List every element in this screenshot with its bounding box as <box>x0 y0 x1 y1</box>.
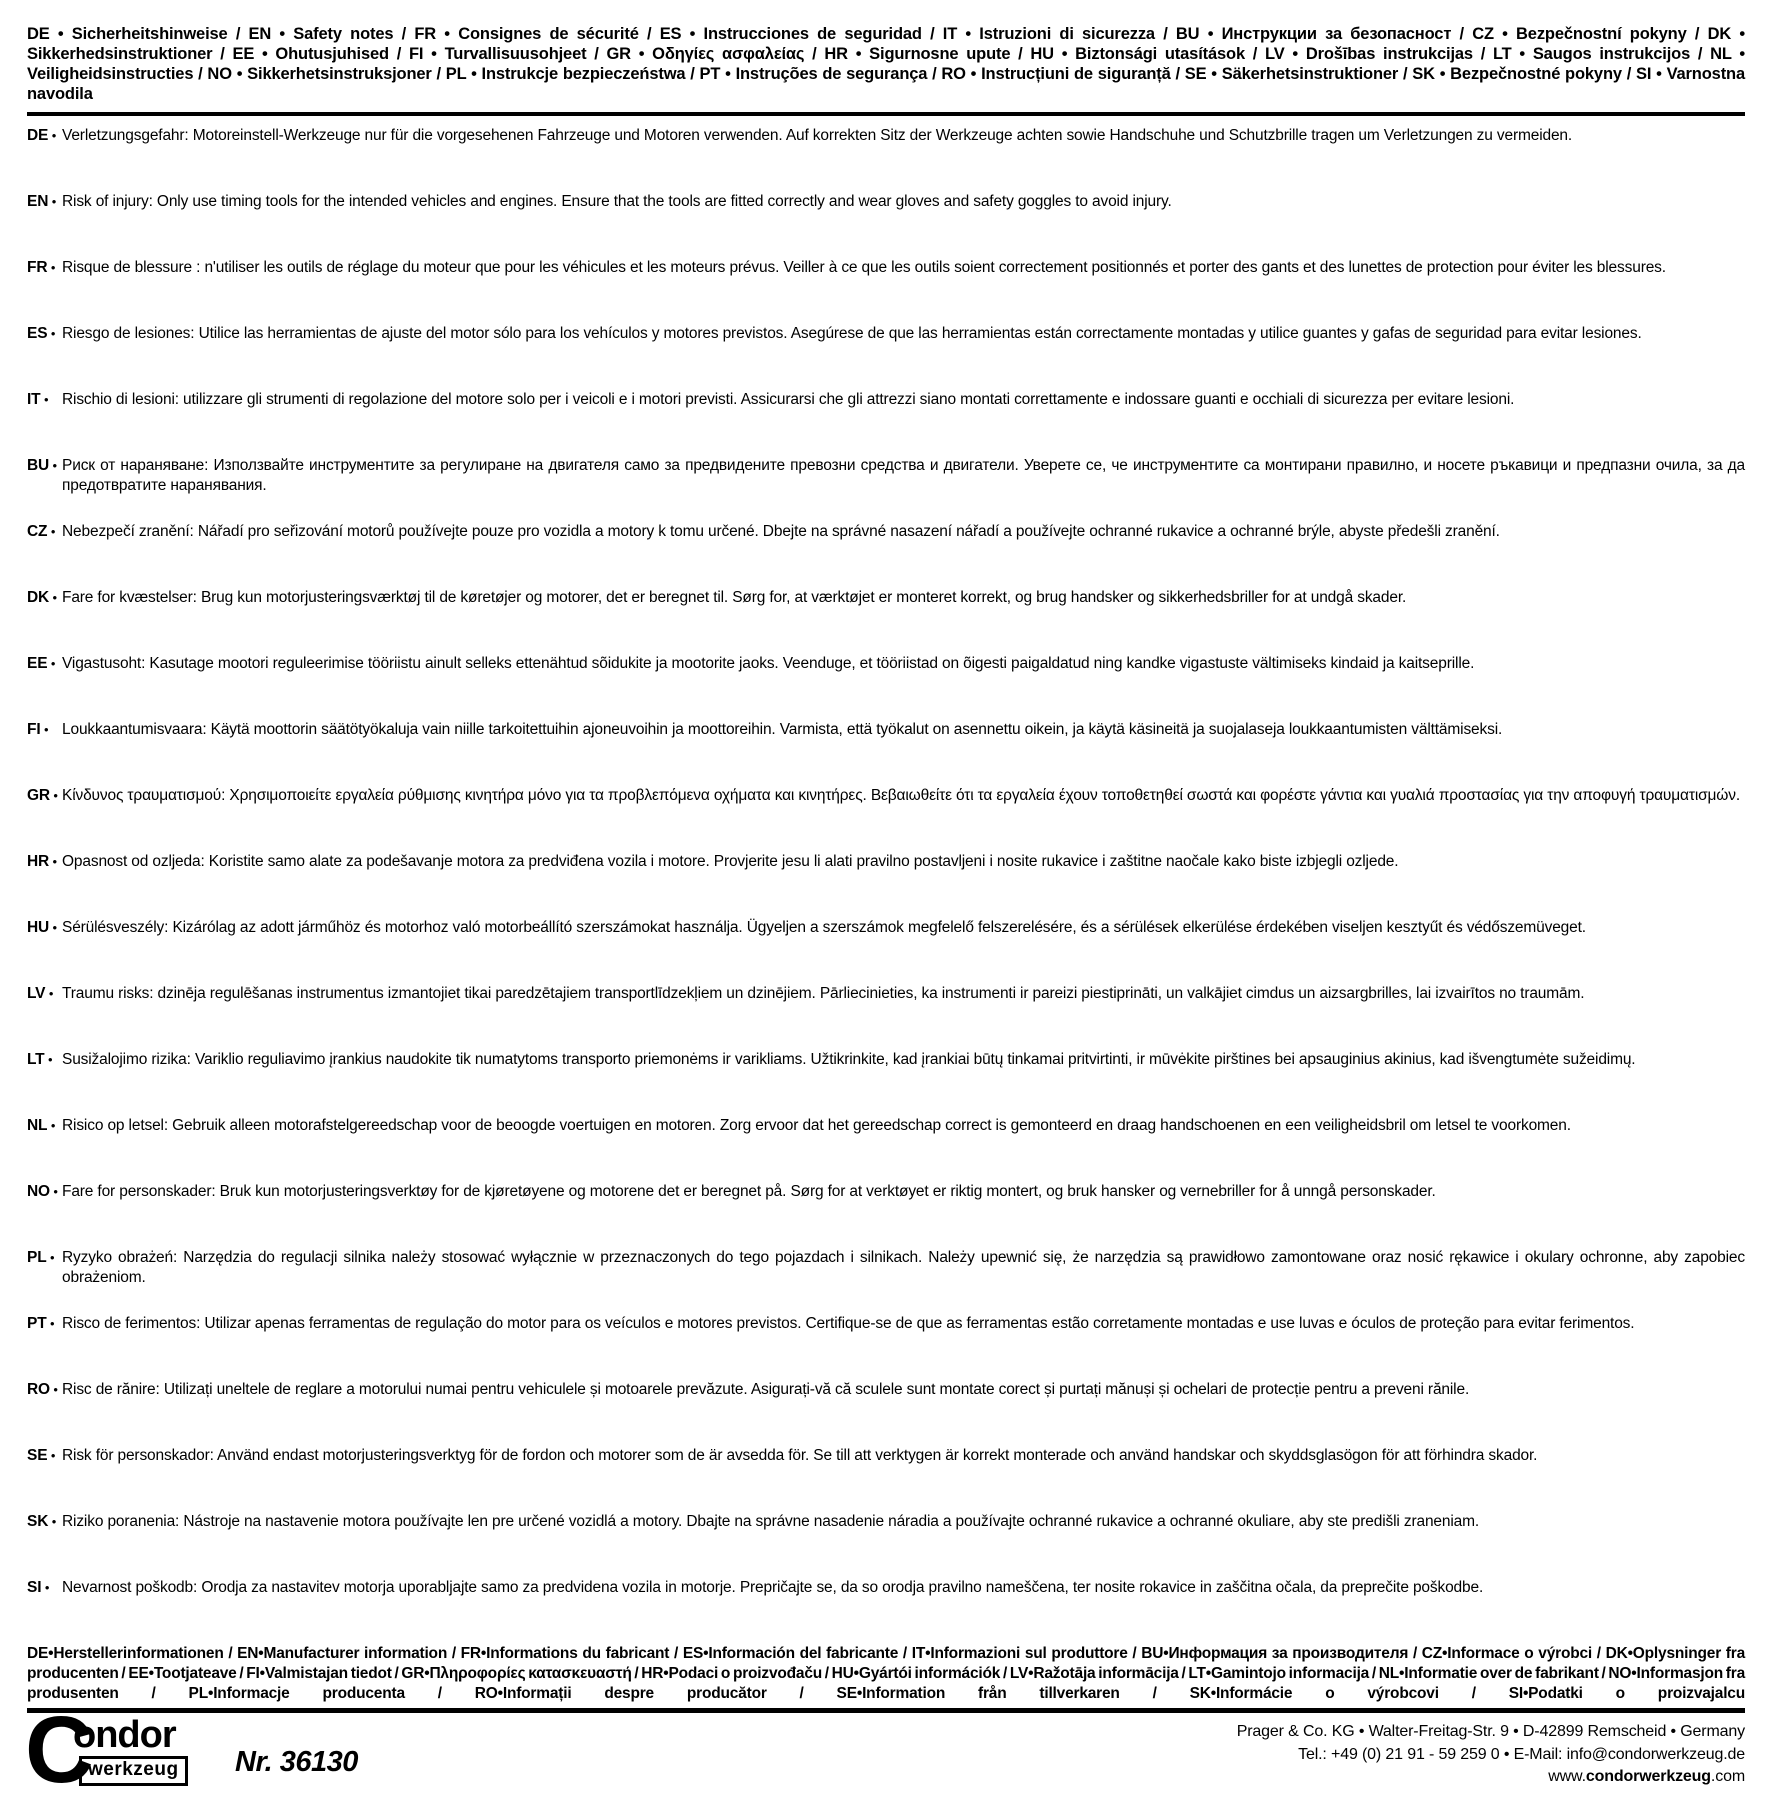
website-suffix: .com <box>1710 1768 1745 1785</box>
safety-note-text: Nebezpečí zranění: Nářadí pro seřizování motorů používejte pouze pro vozidla a motory k tomu určené. Dbejte na správné nasazení nářadí a používejte ochranné rukavice a ochranné brýle, abyste předešli zranění. <box>62 523 1500 540</box>
address-line: Prager & Co. KG • Walter-Freitag-Str. 9 • D-42899 Remscheid • Germany <box>1236 1723 1745 1740</box>
safety-note-text: Risc de rănire: Utilizați uneltele de reglare a motorului numai pentru vehiculele și motoarele prevăzute. Asigurați-vă că sculele sunt montate corect și purtați mănuși și ochelari de protecție pentru a preveni rănile. <box>62 1381 1470 1398</box>
safety-note-text: Риск от нараняване: Използвайте инструментите за регулиране на двигателя само за предвидените превозни средства и двигатели. Уверете се, че инструментите са монтирани правилно, и носете ръкавици и предпазни очила, за да предотвратите наранявания. <box>62 457 1745 494</box>
safety-note-text: Verletzungsgefahr: Motoreinstell-Werkzeuge nur für die vorgesehenen Fahrzeuge und Motoren verwenden. Auf korrekten Sitz der Werkzeuge achten sowie Handschuhe und Schutzbrille tragen um Verletzungen zu vermeiden. <box>62 127 1573 144</box>
language-code-label: HR • <box>27 853 57 870</box>
safety-note-text: Risque de blessure : n'utiliser les outils de réglage du moteur que pour les véhicules et les moteurs prévus. Veiller à ce que les outils soient correctement positionnés et porter des gants et des lunettes de protection pour éviter les blessures. <box>62 259 1666 276</box>
language-code-label: DK • <box>27 589 57 606</box>
safety-note-item <box>27 918 1745 984</box>
language-code-label: PL • <box>27 1249 55 1266</box>
logo-brand-text: ondor <box>73 1714 176 1756</box>
language-code-label: LT • <box>27 1051 53 1068</box>
language-code-label: IT • <box>27 391 49 408</box>
website-domain: condorwerkzeug <box>1585 1768 1711 1785</box>
language-code-label: LV • <box>27 985 54 1002</box>
safety-note-text: Traumu risks: dzinēja regulēšanas instrumentus izmantojiet tikai paredzētajiem transportlīdzekļiem un dzinējiem. Pārliecinieties, ka instrumenti ir pareizi piestiprināti, un valkājiet cimdus un aizsargbrilles, lai izvairītos no traumām. <box>62 985 1585 1002</box>
safety-note-text: Susižalojimo rizika: Variklio reguliavimo įrankius naudokite tik numatytoms transporto priemonėms ir varikliams. Užtikrinkite, kad įrankiai būtų tinkamai pritvirtinti, ir mūvėkite pirštines bei apsauginius akinius, kad išvengtumėte sužeidimų. <box>62 1051 1636 1068</box>
safety-note-item <box>27 258 1745 324</box>
safety-note-text: Loukkaantumisvaara: Käytä moottorin säätötyökaluja vain niille tarkoitettuihin ajoneuvoihin ja moottoreihin. Varmista, että työkalut on asennettu oikein, ja käytä käsineitä ja suojalaseja loukkaantumisten välttämiseksi. <box>62 721 1503 738</box>
language-code-label: EE • <box>27 655 56 672</box>
safety-note-text: Risco de ferimentos: Utilizar apenas ferramentas de regulação do motor para os veículos e motores previstos. Certifique-se de que as ferramentas estão corretamente montadas e use luvas e óculos de proteção para evitar ferimentos. <box>62 1315 1635 1332</box>
safety-note-item <box>27 654 1745 720</box>
safety-note-text: Risico op letsel: Gebruik alleen motorafstelgereedschap voor de beoogde voertuigen en motoren. Zorg ervoor dat het gereedschap correct is gemonteerd en draag handschoenen en een veiligheidsbril om letsel te voorkomen. <box>62 1117 1571 1134</box>
safety-note-item <box>27 1116 1745 1182</box>
safety-note-text: Fare for kvæstelser: Brug kun motorjusteringsværktøj til de køretøjer og motorer, det er beregnet til. Sørg for, at værktøjet er monteret korrekt, og brug handsker og sikkerhedsbriller for at undgå skader. <box>62 589 1407 606</box>
safety-note-item <box>27 1182 1745 1248</box>
safety-note-item <box>27 456 1745 522</box>
header-language-index: DE • Sicherheitshinweise / EN • Safety notes / FR • Consignes de sécurité / ES • Instrucciones de seguridad / IT • Istruzioni di sicurezza / BU • Инструкции за безопасност / CZ • Bezpečnostní pokyny / DK • Sikkerhedsinstruktioner / EE • Ohutusjuhised / FI • Turvallisuusohjeet / GR • Οδηγίες ασφαλείας / HR • Sigurnosne upute / HU • Biztonsági utasítások / LV • Drošības instrukcijas / LT • Saugos instrukcijos / NL • Veiligheidsinstructies / NO • Sikkerhetsinstruksjoner / PL • Instrukcje bezpieczeństwa / PT • Instruções de segurança / RO • Instrucțiuni de siguranță / SE • Säkerhetsinstruktioner / SK • Bezpečnostné pokyny / SI • Varnostna navodila <box>27 25 1745 103</box>
safety-note-item <box>27 522 1745 588</box>
language-code-label: PT • <box>27 1315 55 1332</box>
safety-note-item <box>27 984 1745 1050</box>
safety-note-item <box>27 588 1745 654</box>
safety-note-item <box>27 1578 1745 1644</box>
footer <box>25 1697 1745 1803</box>
footer-divider <box>27 1708 1745 1713</box>
condor-logo <box>25 1697 201 1803</box>
language-code-label: ES • <box>27 325 56 342</box>
language-code-label: DE • <box>27 127 57 144</box>
language-code-label: FI • <box>27 721 49 738</box>
header-divider <box>27 112 1745 116</box>
safety-note-text: Nevarnost poškodb: Orodja za nastavitev motorja uporabljajte samo za predvidena vozila in motorje. Prepričajte se, da so orodja pravilno nameščena, ter nosite rokavice in zaščitna očala, da preprečite poškodbe. <box>62 1579 1484 1596</box>
safety-note-text: Rischio di lesioni: utilizzare gli strumenti di regolazione del motore solo per i veicoli e i motori previsti. Assicurarsi che gli attrezzi siano montati correttamente e indossare guanti e occhiali di sicurezza per evitare lesioni. <box>62 391 1515 408</box>
safety-note-item <box>27 126 1745 192</box>
safety-note-text: Vigastusoht: Kasutage mootori reguleerimise tööriistu ainult selleks ettenähtud sõidukite ja mootorite jaoks. Veenduge, et tööriistad on õigesti paigaldatud ning kandke vigastuste vältimiseks kindaid ja kaitseprille. <box>62 655 1475 672</box>
safety-note-text: Ryzyko obrażeń: Narzędzia do regulacji silnika należy stosować wyłącznie w przeznaczonych do tego pojazdach i silnikach. Należy upewnić się, że narzędzia są prawidłowo zamontowane oraz nosić rękawice i okulary ochronne, aby zapobiec obrażeniom. <box>62 1249 1745 1286</box>
safety-note-text: Riziko poranenia: Nástroje na nastavenie motora používajte len pre určené vozidlá a motory. Dbajte na správne nasadenie náradia a používajte ochranné rukavice a ochranné okuliare, aby ste predišli zraneniam. <box>62 1513 1480 1530</box>
safety-note-text: Riesgo de lesiones: Utilice las herramientas de ajuste del motor sólo para los vehículos y motores previstos. Asegúrese de que las herramientas están correctamente montadas y utilice guantes y gafas de seguridad para evitar lesiones. <box>62 325 1642 342</box>
language-code-label: SE • <box>27 1447 56 1464</box>
language-code-label: FR • <box>27 259 56 276</box>
safety-note-text: Sérülésveszély: Kizárólag az adott járműhöz és motorhoz való motorbeállító szerszámokat használja. Ügyeljen a szerszámok megfelelő felszerelésére, és a sérülések elkerülése érdekében viseljen kesztyűt és védőszemüveget. <box>62 919 1586 936</box>
safety-note-text: Opasnost od ozljeda: Koristite samo alate za podešavanje motora za predviđena vozila i motore. Provjerite jesu li alati pravilno postavljeni i nosite rukavice i zaštitne naočale kako biste izbjegli ozljede. <box>62 853 1399 870</box>
website-line <box>1237 1766 1745 1789</box>
safety-note-item <box>27 1050 1745 1116</box>
logo-letter-c: C <box>25 1697 92 1803</box>
language-code-label: HU • <box>27 919 57 936</box>
safety-note-text: Risk of injury: Only use timing tools for the intended vehicles and engines. Ensure that the tools are fitted correctly and wear gloves and safety goggles to avoid injury. <box>62 193 1172 210</box>
language-code-label: SK • <box>27 1513 57 1530</box>
safety-note-item <box>27 852 1745 918</box>
safety-note-item <box>27 390 1745 456</box>
language-code-label: CZ • <box>27 523 56 540</box>
logo-werkzeug-box: werkzeug <box>79 1756 188 1786</box>
safety-note-text: Risk för personskador: Använd endast motorjusteringsverktyg för de fordon och motorer som de är avsedda för. Se till att verktygen är korrekt monterade och använd handskar och skyddsglasögon för att förhindra skador. <box>62 1447 1538 1464</box>
safety-note-item <box>27 720 1745 786</box>
language-code-label: BU • <box>27 457 57 474</box>
safety-note-item <box>27 1314 1745 1380</box>
safety-note-item <box>27 1380 1745 1446</box>
language-code-label: NO • <box>27 1183 58 1200</box>
safety-note-item <box>27 324 1745 390</box>
contact-line: Tel.: +49 (0) 21 91 - 59 259 0 • E-Mail: info@condorwerkzeug.de <box>1298 1745 1745 1763</box>
safety-note-item <box>27 786 1745 852</box>
safety-notes-list <box>27 126 1745 1644</box>
manufacturer-info-index: DE•Herstellerinformationen / EN•Manufacturer information / FR•Informations du fabricant / ES•Información del fabricante / IT•Informazioni sul produttore / BU•Информация за производителя / CZ•Informace o výrobci / DK•Oplysninger fra producenten / EE•Tootjateave / FI•Valmistajan tiedot / GR•Πληροφορίες κατασκευαστή / HR•Podaci o proizvođaču / HU•Gyártói információk / LV•Ražotāja informācija / LT•Gamintojo informacija / NL•Informatie over de fabrikant / NO•Informasjon fra produsenten / PL•Informacje producenta / RO•Informații despre producător / SE•Information från tillverkaren / SK•Informácie o výrobcovi / SI•Podatki o proizvajalcu <box>27 1645 1745 1702</box>
website-prefix: www. <box>1548 1768 1586 1785</box>
language-code-label: NL • <box>27 1117 56 1134</box>
language-code-label: SI • <box>27 1579 50 1596</box>
safety-note-item <box>27 1446 1745 1512</box>
safety-note-item <box>27 1512 1745 1578</box>
language-code-label: RO • <box>27 1381 58 1398</box>
safety-note-item <box>27 1248 1745 1314</box>
safety-note-text: Fare for personskader: Bruk kun motorjusteringsverktøy for de kjøretøyene og motorene det er beregnet på. Sørg for at verktøyet er riktig montert, og bruk hansker og vernebriller for å unngå personskader. <box>62 1183 1436 1200</box>
manufacturer-address-block <box>1237 1719 1745 1789</box>
safety-note-text: Κίνδυνος τραυματισμού: Χρησιμοποιείτε εργαλεία ρύθμισης κινητήρα μόνο για τα προβλεπόμενα οχήματα και κινητήρες. Βεβαιωθείτε ότι τα εργαλεία έχουν τοποθετηθεί σωστά και φορέστε γάντια και γυαλιά προστασίας για την αποφυγή τραυματισμών. <box>62 787 1741 804</box>
footer-brand-block <box>25 1697 358 1803</box>
language-code-label: EN • <box>27 193 57 210</box>
language-code-label: GR • <box>27 787 58 804</box>
safety-note-item <box>27 192 1745 258</box>
part-number: Nr. 36130 <box>235 1746 358 1778</box>
